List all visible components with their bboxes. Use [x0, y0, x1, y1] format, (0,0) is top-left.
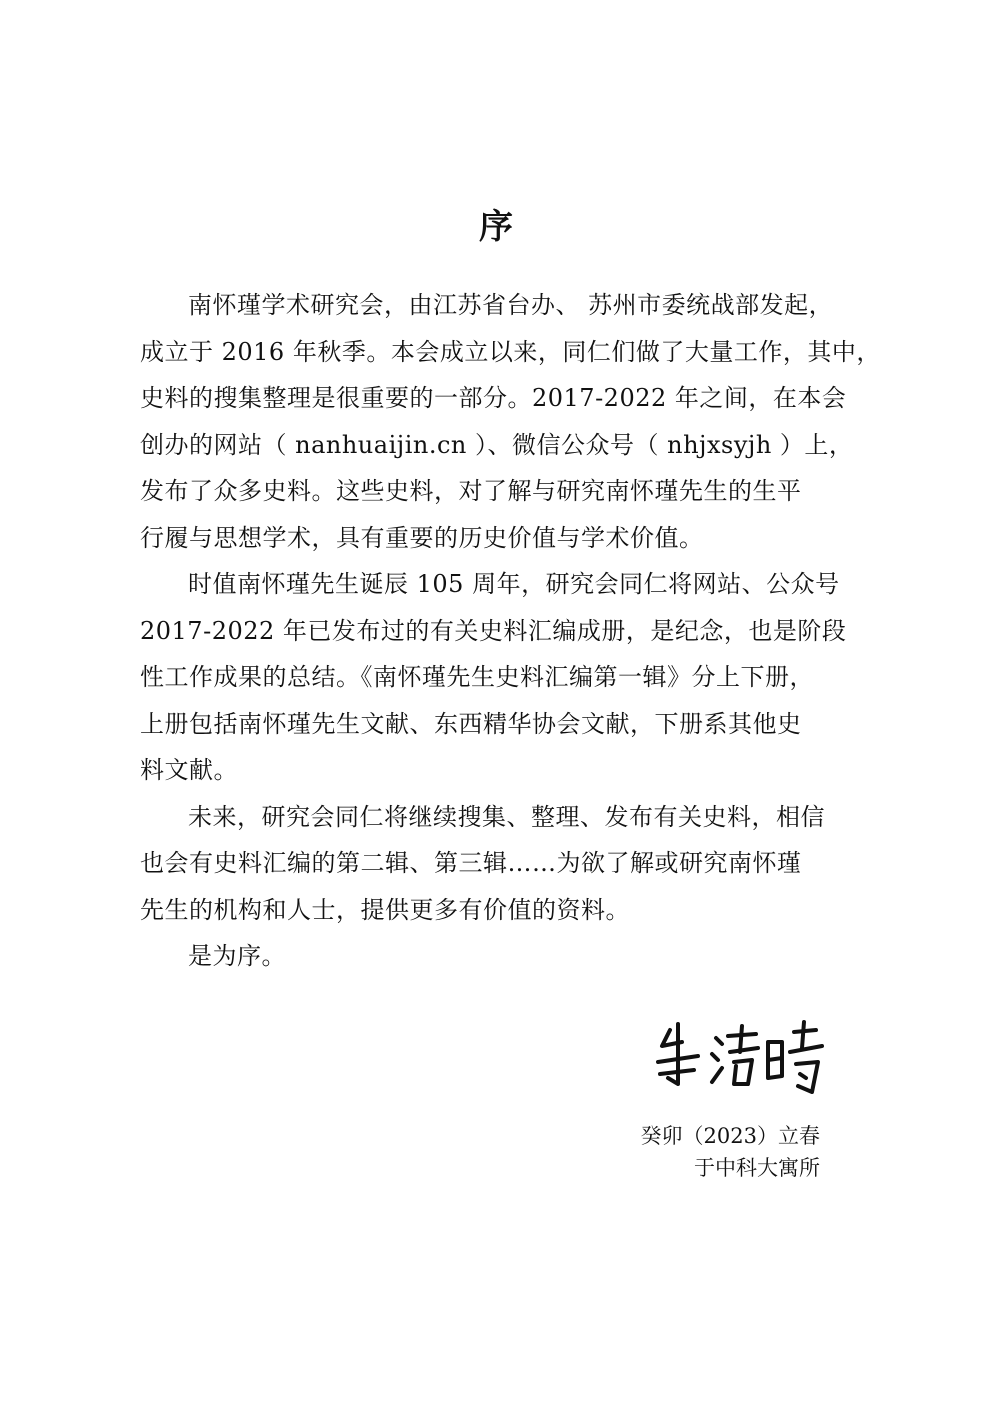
paragraph-3 — [140, 794, 840, 934]
closing-place: 于中科大寓所 — [694, 1156, 820, 1180]
preface-body — [140, 282, 881, 980]
handwritten-signature — [648, 1012, 828, 1097]
paragraph-line: 2017-2022 年已发布过的有关史料汇编成册，是纪念，也是阶段 — [140, 616, 847, 645]
paragraph-line: 上册包括南怀瑾先生文献、东西精华协会文献，下册系其他史 — [140, 709, 802, 738]
paragraph-line: 成立于 2016 年秋季。本会成立以来，同仁们做了大量工作，其中， — [140, 337, 881, 366]
paragraph-4 — [140, 933, 840, 980]
page-title: 序 — [479, 207, 513, 247]
paragraph-1 — [140, 282, 881, 561]
paragraph-line: 未来，研究会同仁将继续搜集、整理、发布有关史料，相信 — [188, 802, 825, 831]
paragraph-line: 创办的网站（ nanhuaijin.cn ）、微信公众号（ nhjxsyjh ）上， — [140, 430, 854, 459]
closing-block — [560, 1120, 820, 1184]
closing-date: 癸卯（2023）立春 — [640, 1124, 820, 1148]
paragraph-line: 料文献。 — [140, 756, 238, 784]
paragraph-line: 时值南怀瑾先生诞辰 105 周年，研究会同仁将网站、公众号 — [188, 570, 840, 598]
paragraph-line: 也会有史料汇编的第二辑、第三辑……为欲了解或研究南怀瑾 — [140, 849, 802, 877]
paragraph-line: 发布了众多史料。这些史料，对了解与研究南怀瑾先生的生平 — [140, 477, 802, 505]
paragraph-line: 先生的机构和人士，提供更多有价值的资料。 — [140, 895, 630, 924]
paragraph-line: 行履与思想学术，具有重要的历史价值与学术价值。 — [140, 523, 704, 552]
paragraph-2 — [140, 561, 847, 794]
paragraph-line: 南怀瑾学术研究会，由江苏省台办、 苏州市委统战部发起， — [188, 291, 834, 319]
signature-image — [648, 1012, 828, 1097]
paragraph-line: 是为序。 — [188, 942, 286, 970]
paragraph-line: 史料的搜集整理是很重要的一部分。2017-2022 年之间，在本会 — [140, 384, 847, 412]
paragraph-line: 性工作成果的总结。《南怀瑾先生史料汇编第一辑》分上下册， — [140, 663, 814, 691]
